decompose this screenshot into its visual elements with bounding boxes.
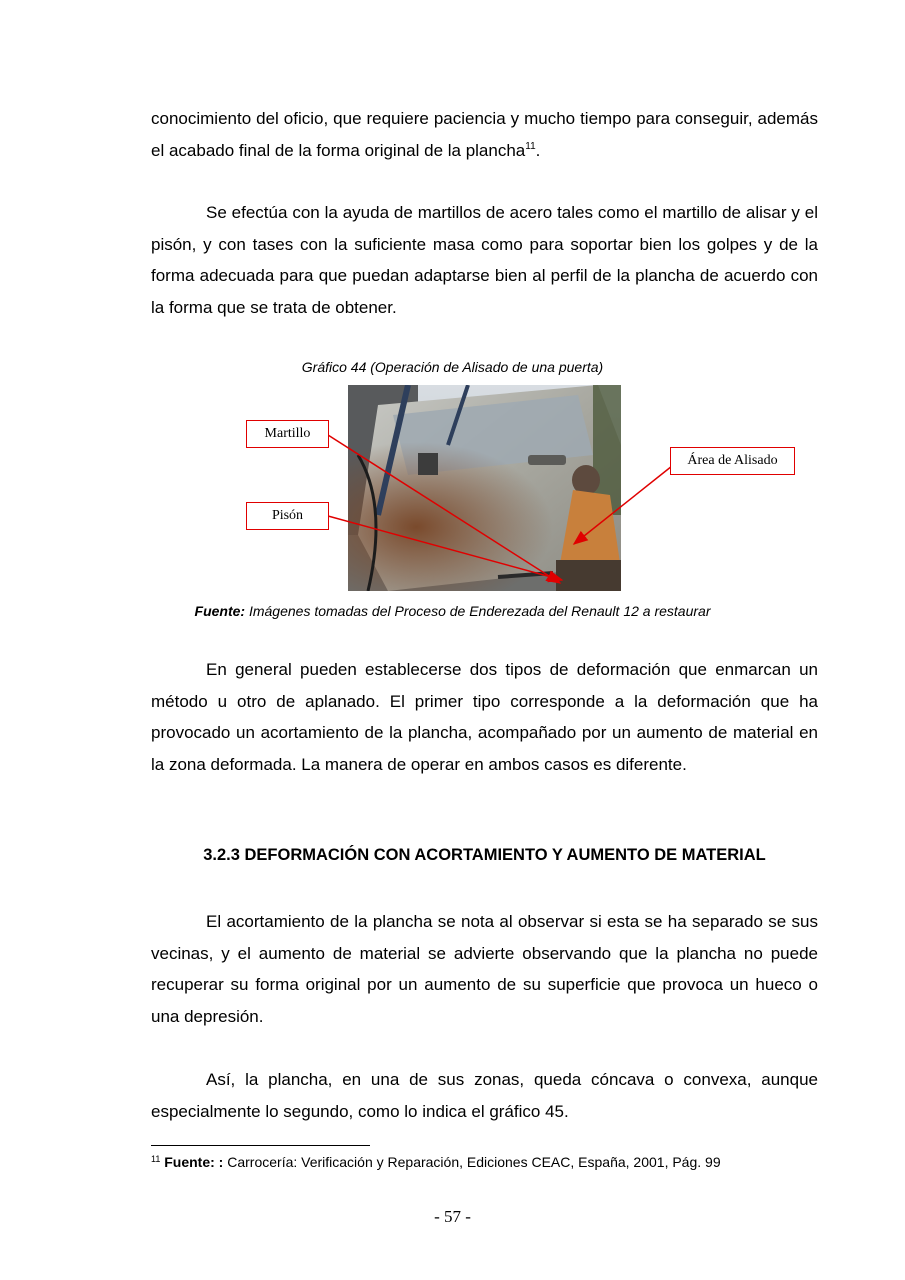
footnote-number: 11 (151, 1154, 161, 1164)
footnote-divider (151, 1145, 370, 1146)
label-pison: Pisón (246, 502, 329, 530)
paragraph-3: En general pueden establecerse dos tipos de deformación que enmarcan un método u otro de aplanado. El primer tipo corresponde a la deformación que ha provocado un acortamiento de la plancha, acompañado por un aumento de material en la zona deformada. La manera de operar en ambos casos es diferente. (151, 660, 818, 774)
section-heading: 3.2.3 DEFORMACIÓN CON ACORTAMIENTO Y AUMENTO DE MATERIAL (203, 846, 766, 864)
footnote-label: Fuente: : (164, 1154, 224, 1170)
footnote (151, 1154, 721, 1170)
page-number: - 57 - (434, 1207, 471, 1226)
footnote-reference[interactable]: 11 (525, 140, 536, 152)
paragraph-2: Se efectúa con la ayuda de martillos de acero tales como el martillo de alisar y el pisón, y con tases con la suficiente masa como para soportar bien los golpes y de la forma adecuada para que puedan adaptarse bien al perfil de la plancha de acuerdo con la forma que se trata de obtener. (151, 203, 818, 317)
paragraph-5: Así, la plancha, en una de sus zonas, queda cóncava o convexa, aunque especialmente lo segundo, como lo indica el gráfico 45. (151, 1070, 818, 1121)
figure-caption: Gráfico 44 (Operación de Alisado de una puerta) (301, 359, 604, 375)
footnote-text: Carrocería: Verificación y Reparación, Ediciones CEAC, España, 2001, Pág. 99 (223, 1154, 721, 1170)
label-area-de-alisado: Área de Alisado (670, 447, 795, 475)
figure-source-text: Imágenes tomadas del Proceso de Enderezada del Renault 12 a restaurar (245, 603, 711, 619)
paragraph-4: El acortamiento de la plancha se nota al observar si esta se ha separado se sus vecinas, y el aumento de material se advierte observando que la plancha no puede recuperar su forma original por un aumento de su superficie que provoca un hueco o una depresión. (151, 912, 818, 1026)
label-martillo: Martillo (246, 420, 329, 448)
paragraph-1 (151, 103, 818, 166)
figure-source-label: Fuente: (194, 603, 246, 619)
paragraph-1-end: . (535, 140, 541, 160)
car-door-photo (348, 385, 621, 591)
figure-source (0, 603, 905, 619)
paragraph-1-text: conocimiento del oficio, que requiere paciencia y mucho tiempo para conseguir, además el acabado final de la forma original de la plancha (151, 109, 818, 160)
car-door-photo-illustration (348, 385, 621, 591)
